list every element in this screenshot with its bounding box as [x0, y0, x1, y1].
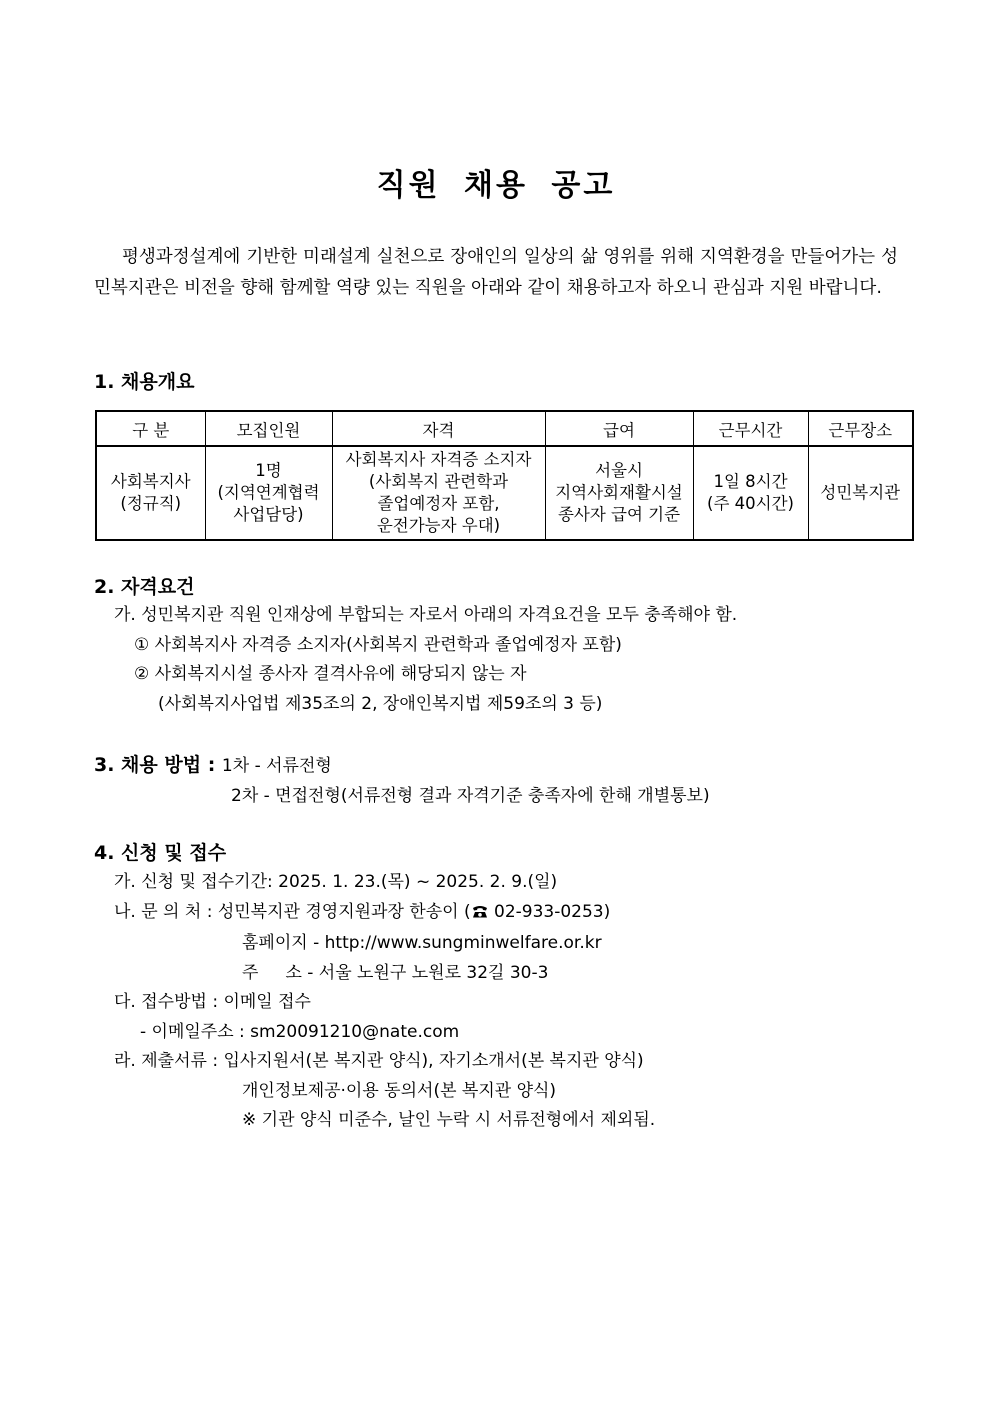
requirements-list: [94, 601, 914, 719]
application-period: 가. 신청 및 접수기간: 2025. 1. 23.(목) ~ 2025. 2. 9.(일): [114, 872, 558, 892]
requirement-intro: 가. 성민복지관 직원 인재상에 부합되는 자로서 아래의 자격요건을 모두 충족해야 함.: [114, 605, 738, 625]
header-category: 구 분: [96, 411, 205, 446]
homepage-line: 홈페이지 - http://www.sungminwelfare.or.kr: [242, 933, 602, 953]
cell-salary: 서울시 지역사회재활시설 종사자 급여 기준: [545, 446, 693, 540]
section-heading-requirements: 2. 자격요건: [94, 576, 195, 598]
table-row: [96, 446, 913, 540]
cell-hours: 1일 8시간 (주 40시간): [693, 446, 808, 540]
table-header-row: [96, 411, 913, 446]
requirement-item-2: ② 사회복지시설 종사자 결격사유에 해당되지 않는 자: [134, 664, 527, 684]
cell-category: 사회복지사 (정규직): [96, 446, 205, 540]
method-heading-text: 3. 채용 방법 :: [94, 754, 216, 776]
contact-phone: 02-933-0253): [488, 901, 611, 922]
recruitment-overview-table: [95, 410, 912, 541]
contact-line: [94, 898, 914, 930]
application-details: [94, 868, 914, 1136]
header-hours: 근무시간: [693, 411, 808, 446]
header-salary: 급여: [545, 411, 693, 446]
intro-paragraph: [94, 242, 898, 304]
method-step-2: 2차 - 면접전형(서류전형 결과 자격기준 충족자에 한해 개별통보): [231, 786, 710, 806]
documents-note: ※ 기관 양식 미준수, 날인 누락 시 서류전형에서 제외됨.: [242, 1110, 656, 1130]
submission-method: 다. 접수방법 : 이메일 접수: [114, 992, 311, 1012]
section-heading-application: 4. 신청 및 접수: [94, 842, 227, 864]
header-location: 근무장소: [808, 411, 913, 446]
cell-qualification: 사회복지사 자격증 소지자 (사회복지 관련학과 졸업예정자 포함, 운전가능자 우대): [332, 446, 545, 540]
header-recruits: 모집인원: [205, 411, 332, 446]
section-heading-method: [94, 750, 332, 777]
telephone-icon: [471, 900, 489, 930]
required-documents: 라. 제출서류 : 입사지원서(본 복지관 양식), 자기소개서(본 복지관 양식): [114, 1051, 644, 1071]
requirement-item-2-note: (사회복지사업법 제35조의 2, 장애인복지법 제59조의 3 등): [158, 693, 603, 714]
requirement-item-1: ① 사회복지사 자격증 소지자(사회복지 관련학과 졸업예정자 포함): [134, 634, 622, 655]
cell-location: 성민복지관: [808, 446, 913, 540]
intro-text: 평생과정설계에 기반한 미래설계 실천으로 장애인의 일상의 삶 영위를 위해 지역환경을 만들어가는 성민복지관은 비전을 향해 함께할 역량 있는 직원을 아래와 같이 채용하고자 하오니 관심과 지원 바랍니다.: [94, 247, 898, 298]
address-line: 주 소 - 서울 노원구 노원로 32길 30-3: [242, 962, 549, 983]
cell-recruits: 1명 (지역연계협력 사업담당): [205, 446, 332, 540]
header-qualification: 자격: [332, 411, 545, 446]
required-documents-2: 개인정보제공·이용 동의서(본 복지관 양식): [242, 1080, 557, 1101]
method-step-1: 1차 - 서류전형: [221, 756, 332, 776]
email-line: - 이메일주소 : sm20091210@nate.com: [140, 1021, 460, 1042]
page-title: 직원 채용 공고: [376, 168, 616, 203]
contact-text: 나. 문 의 처 : 성민복지관 경영지원과장 한송이 (: [114, 901, 471, 922]
section-heading-overview: 1. 채용개요: [94, 371, 195, 393]
